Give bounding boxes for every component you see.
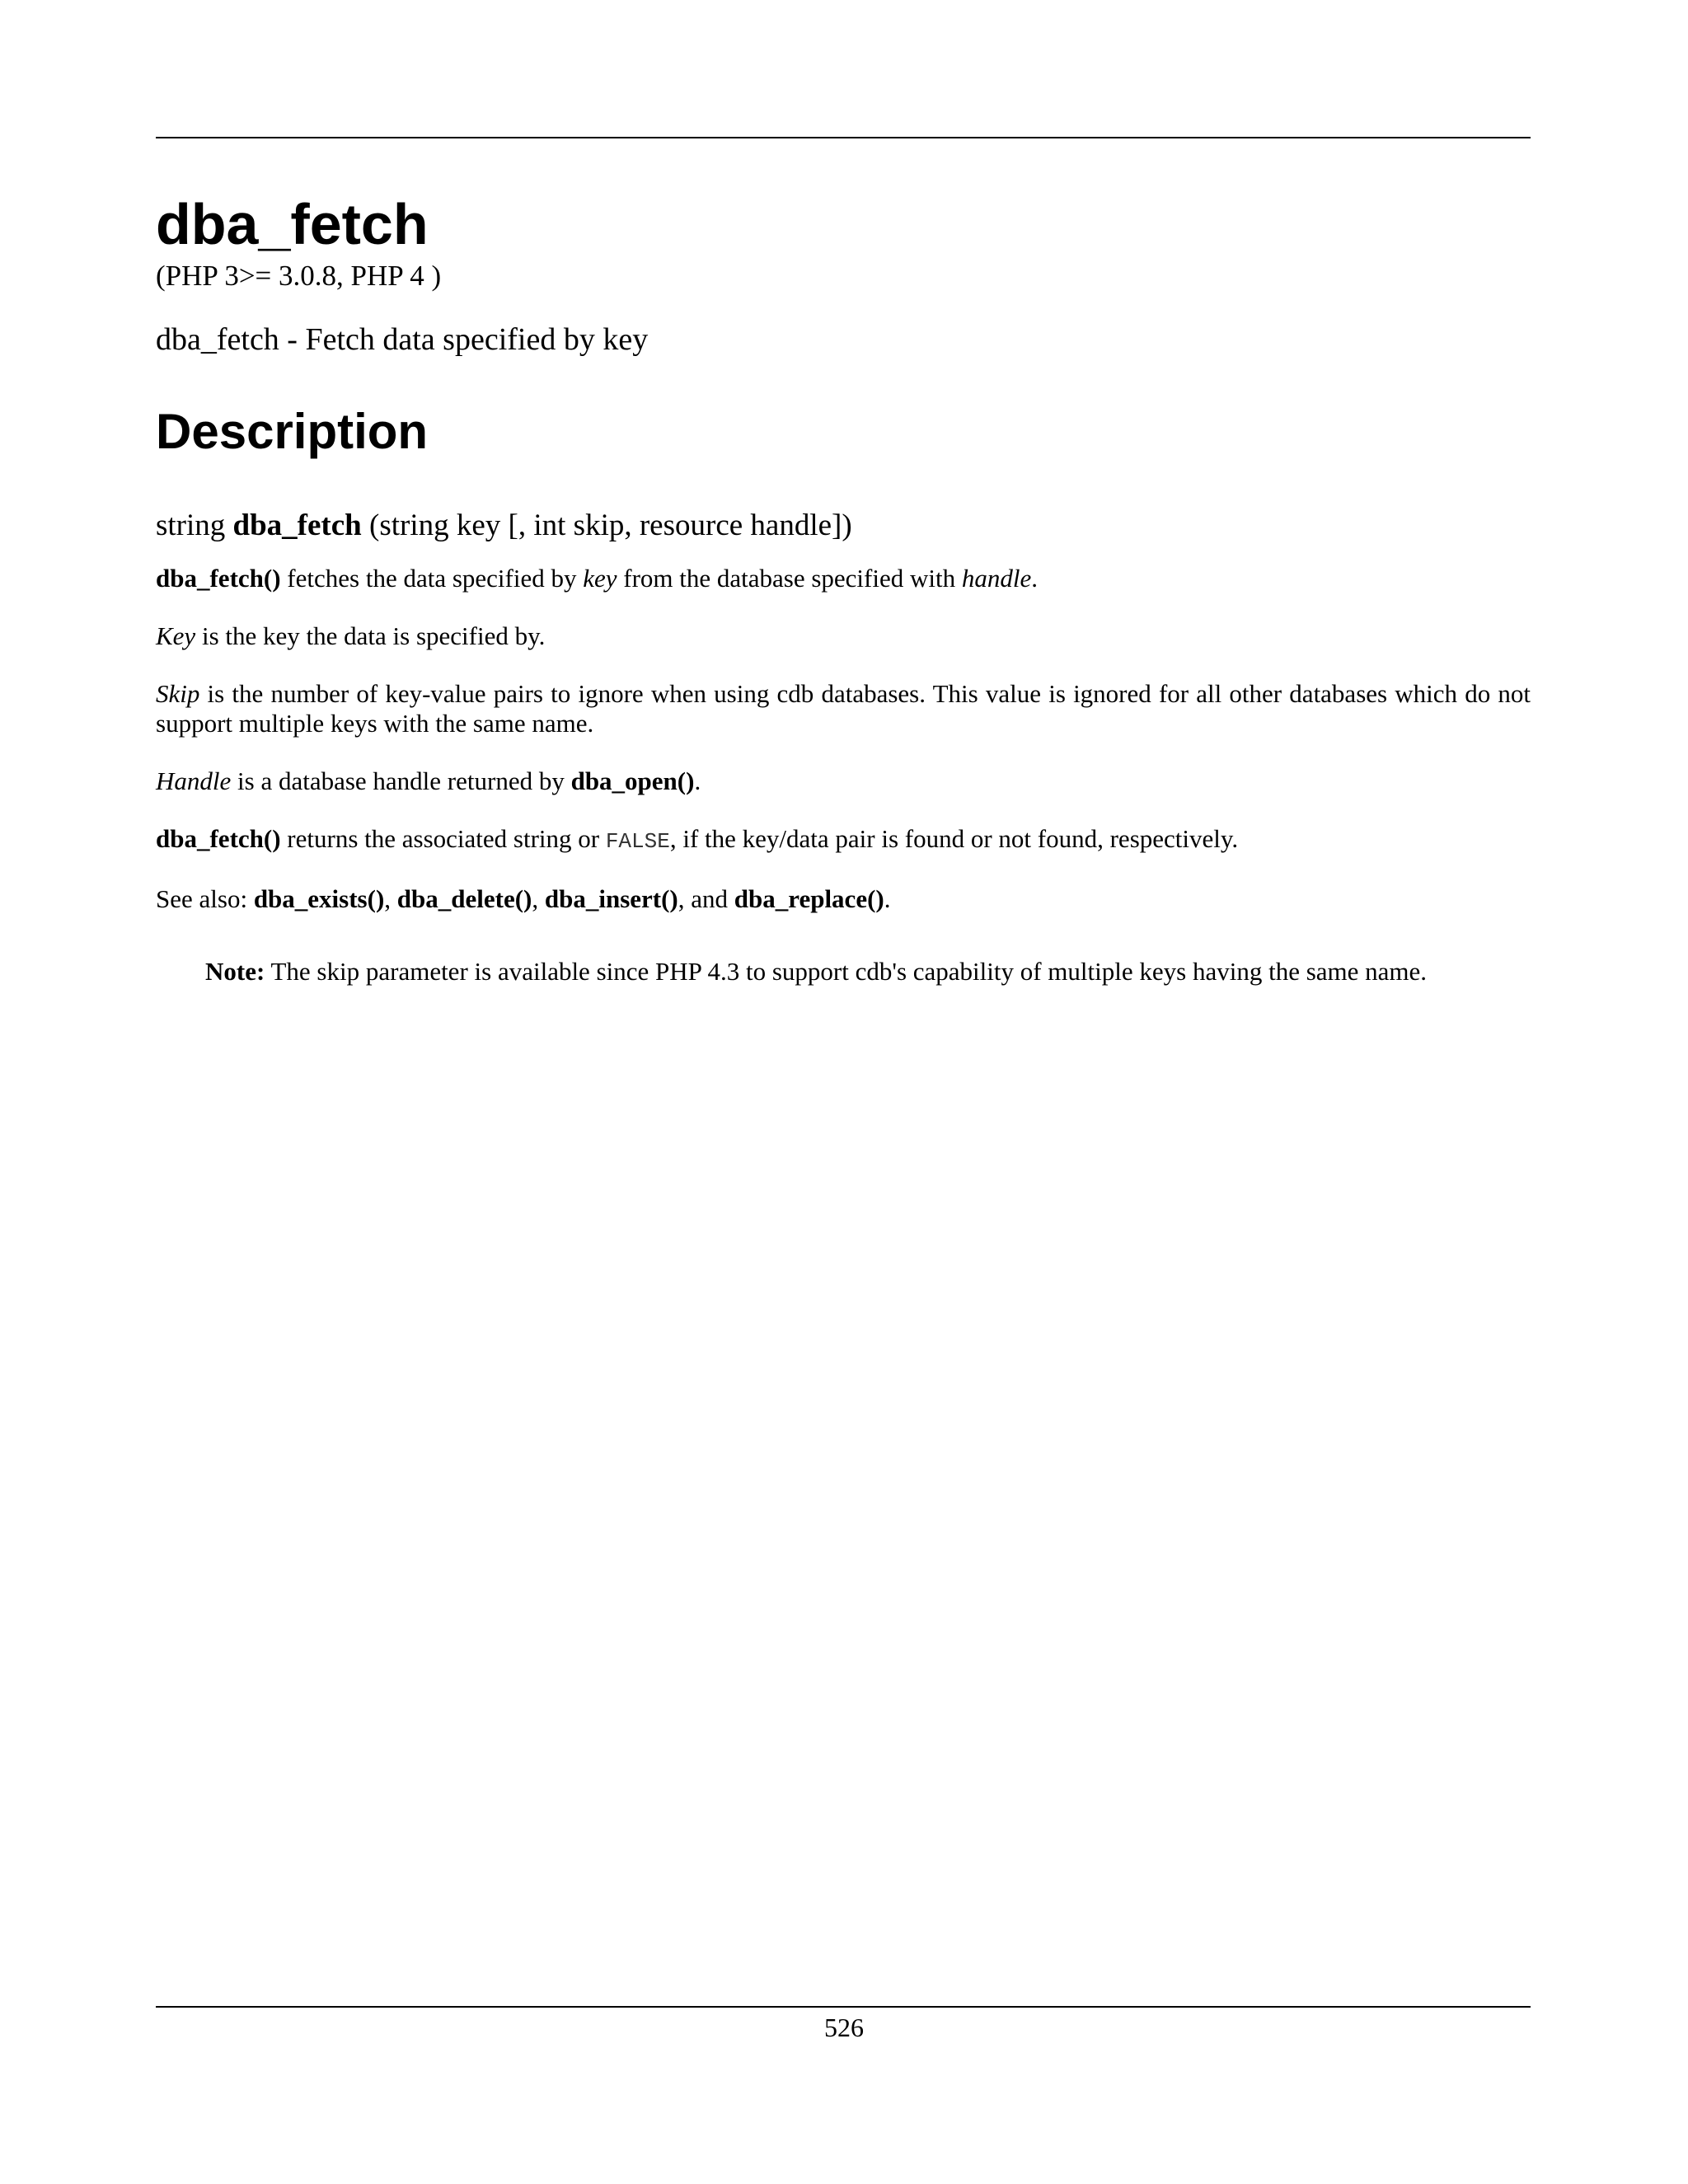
text: . (694, 766, 701, 795)
separator: , (532, 884, 545, 913)
description-paragraph-3 (156, 679, 1531, 738)
function-ref: dba_fetch() (156, 824, 281, 853)
synopsis-params: (string key [, int skip, resource handle]) (369, 509, 852, 542)
see-also-label: See also: (156, 884, 254, 913)
footer-rule (156, 2006, 1531, 2008)
function-ref: dba_exists() (253, 884, 385, 913)
synopsis-function-name: dba_fetch (232, 509, 362, 542)
description-paragraph-1 (156, 564, 1531, 593)
page-content (156, 190, 1531, 987)
separator: . (884, 884, 891, 913)
description-paragraph-2 (156, 621, 1531, 651)
see-also (156, 884, 1531, 914)
note-label: Note: (205, 957, 265, 986)
description-paragraph-5 (156, 824, 1531, 856)
param-ref: handle (961, 564, 1032, 593)
function-synopsis (156, 506, 1531, 546)
function-ref: dba_open() (570, 766, 695, 795)
separator: , (384, 884, 397, 913)
note-block (205, 957, 1481, 987)
function-purpose: dba_fetch - Fetch data specified by key (156, 322, 649, 357)
header-rule (156, 137, 1531, 138)
text: from the database specified with (617, 564, 962, 593)
version-info: (PHP 3>= 3.0.8, PHP 4 ) (156, 260, 442, 292)
function-title: dba_fetch (156, 192, 429, 256)
description-paragraph-4 (156, 766, 1531, 796)
function-ref: dba_fetch() (156, 564, 281, 593)
text: , if the key/data pair is found or not found, respectively. (669, 824, 1239, 853)
text: is a database handle returned by (231, 766, 571, 795)
separator: , and (678, 884, 734, 913)
note-text: The skip parameter is available since PHP 4.3 to support cdb's capability of multiple keys having the same name. (265, 957, 1428, 986)
constant-false: FALSE (605, 829, 670, 854)
function-ref: dba_replace() (734, 884, 884, 913)
param-ref: key (583, 564, 617, 593)
text: is the number of key-value pairs to ignore when using cdb databases. This value is ignored for all other databases which do not support multiple keys with the same name. (156, 679, 1531, 738)
text: returns the associated string or (280, 824, 606, 853)
param-ref: Handle (156, 766, 232, 795)
text: fetches the data specified by (280, 564, 584, 593)
param-ref: Key (156, 621, 196, 650)
text: is the key the data is specified by. (195, 621, 546, 650)
page-number: 526 (824, 2013, 864, 2042)
description-heading: Description (156, 404, 429, 459)
function-ref: dba_delete() (396, 884, 532, 913)
synopsis-return-type: string (156, 509, 226, 542)
function-ref: dba_insert() (544, 884, 678, 913)
text: . (1031, 564, 1038, 593)
param-ref: Skip (156, 679, 200, 708)
